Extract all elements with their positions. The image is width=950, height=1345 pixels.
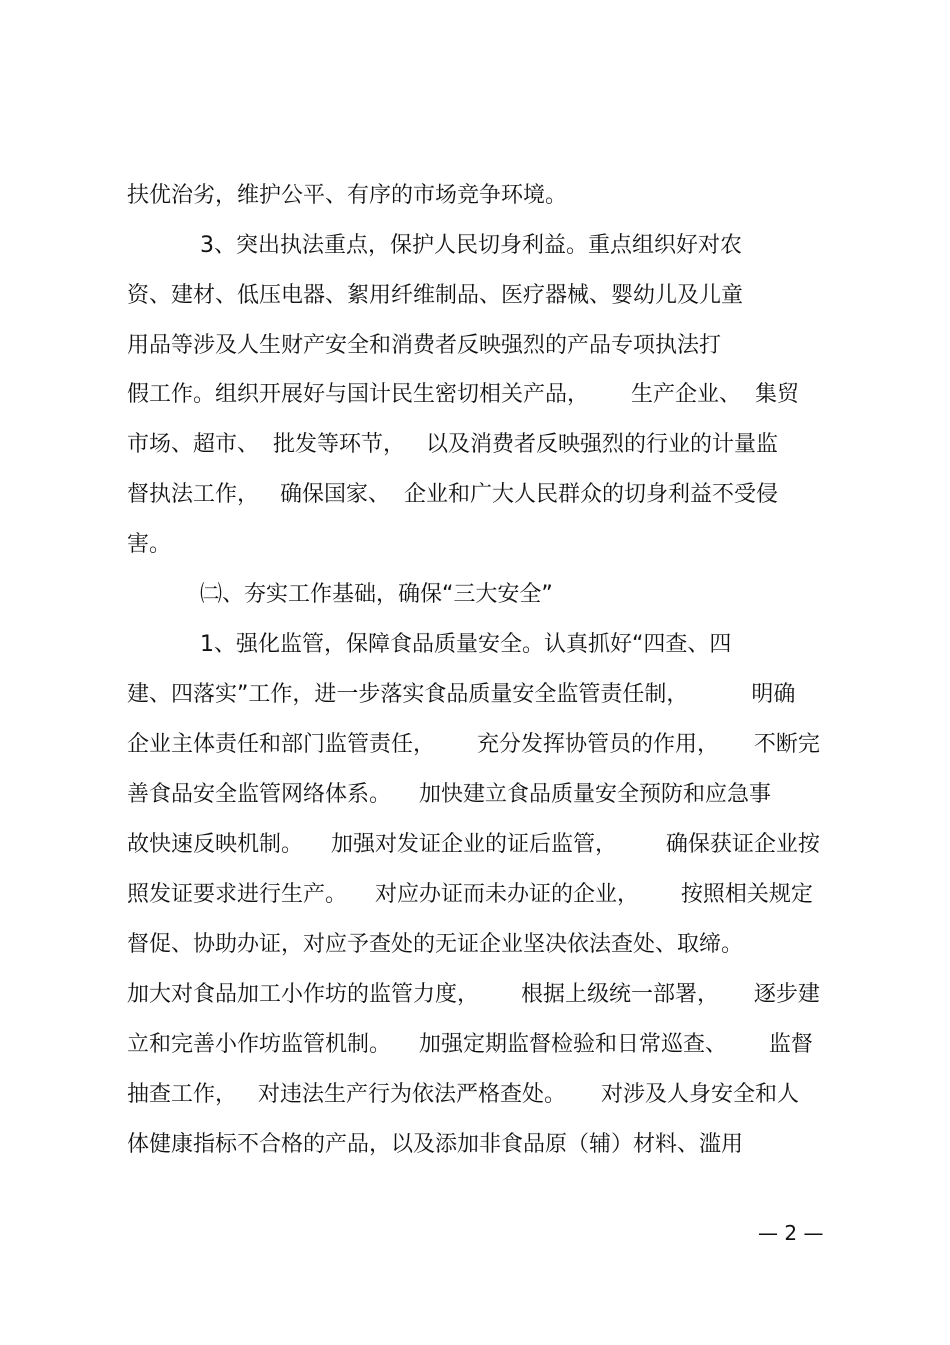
paragraph-line: 1、强化监管，保障食品质量安全。认真抓好“四查、四 — [200, 632, 732, 657]
paragraph-line: 害。 — [127, 532, 172, 557]
paragraph-line: 立和完善小作坊监管机制。 加强定期监督检验和日常巡查、 监督 — [127, 1032, 813, 1057]
paragraph-line: 督促、协助办证，对应予查处的无证企业坚决依法查处、取缔。 — [127, 932, 744, 957]
paragraph-line: 善食品安全监管网络体系。 加快建立食品质量安全预防和应急事 — [127, 782, 771, 807]
paragraph-line: 资、建材、低压电器、絮用纤维制品、医疗器械、婴幼儿及儿童 — [127, 283, 744, 308]
paragraph-line: 督执法工作， 确保国家、 企业和广大人民群众的切身利益不受侵 — [127, 482, 778, 507]
paragraph-line: 假工作。组织开展好与国计民生密切相关产品， 生产企业、 集贸 — [127, 382, 799, 407]
section-heading: ㈡、夯实工作基础，确保“三大安全” — [200, 582, 553, 607]
paragraph-line: 抽查工作， 对违法生产行为依法严格查处。 对涉及人身安全和人 — [127, 1082, 799, 1107]
paragraph-line: 故快速反映机制。 加强对发证企业的证后监管， 确保获证企业按 — [127, 832, 820, 857]
paragraph-line: 照发证要求进行生产。 对应办证而未办证的企业， 按照相关规定 — [127, 882, 813, 907]
paragraph-line: 3、突出执法重点，保护人民切身利益。重点组织好对农 — [200, 233, 742, 258]
paragraph-line: 市场、超市、 批发等环节， 以及消费者反映强烈的行业的计量监 — [127, 432, 778, 457]
paragraph-line: 企业主体责任和部门监管责任， 充分发挥协管员的作用， 不断完 — [127, 732, 820, 757]
paragraph-line: 建、四落实”工作，进一步落实食品质量安全监管责任制， 明确 — [127, 682, 796, 707]
paragraph-line: 加大对食品加工小作坊的监管力度， 根据上级统一部署， 逐步建 — [127, 982, 820, 1007]
paragraph-line: 用品等涉及人生财产安全和消费者反映强烈的产品专项执法打 — [127, 333, 722, 358]
page-number: — 2 — — [758, 1221, 824, 1245]
paragraph-line: 扶优治劣，维护公平、有序的市场竞争环境。 — [127, 183, 568, 208]
paragraph-line: 体健康指标不合格的产品，以及添加非食品原（辅）材料、滥用 — [127, 1132, 744, 1157]
